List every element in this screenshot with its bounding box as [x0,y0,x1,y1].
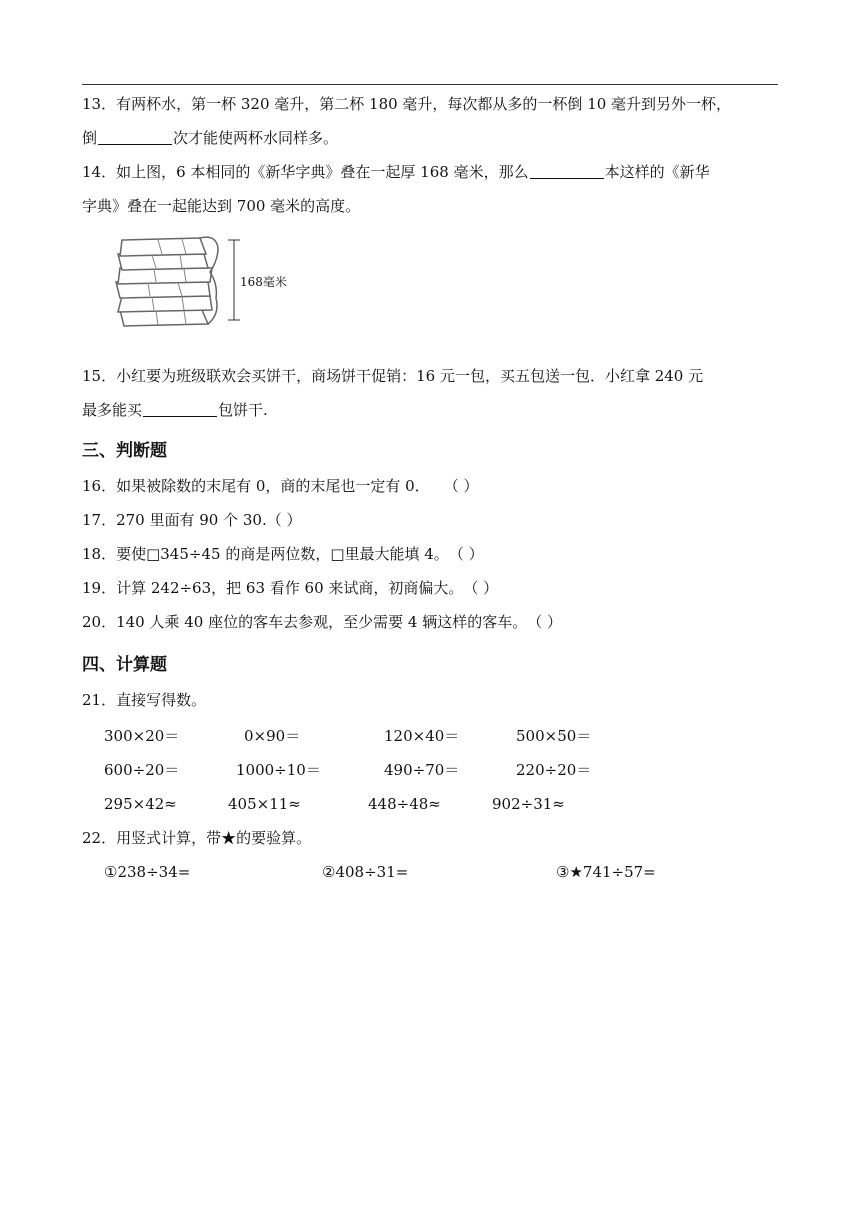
calc-item: 300×20＝ [104,727,180,745]
judge-item [82,510,302,530]
q13-answer-blank[interactable] [98,130,172,145]
q13-line1: 13．有两杯水，第一杯 320 毫升，第二杯 180 毫升，每次都从多的一杯倒 10 毫升到另外一杯， [82,95,732,113]
judge-19-answer[interactable]: （ ） [463,579,499,597]
q15-line2-pre: 最多能买 [82,401,143,419]
stacked-books-figure [112,228,294,328]
q15-line2 [82,400,268,420]
figure-label-168: 168毫米 [240,275,287,289]
judge-18-text: 18．要使□345÷45 的商是两位数，□里最大能填 4。 [82,545,449,563]
q14-line1 [82,162,710,182]
section3-title: 三、判断题 [82,441,167,461]
q22-item-2: ②408÷31= [322,863,409,881]
judge-20-answer[interactable]: （ ） [527,613,562,631]
q22-item-1: ①238÷34= [104,863,191,881]
judge-16-text: 16．如果被除数的末尾有 0，商的末尾也一定有 0． [82,477,430,495]
q14-line2: 字典》叠在一起能达到 700 毫米的高度。 [82,197,361,215]
q13-line2-post: 次才能使两杯水同样多。 [173,129,339,147]
judge-18-answer[interactable]: （ ） [448,545,484,563]
calc-item: 295×42≈ [104,795,177,813]
judge-item [82,612,562,632]
calc-item: 490÷70＝ [384,761,460,779]
section4-title: 四、计算题 [82,655,167,675]
q14-line1-post: 本这样的《新华 [604,163,710,181]
q14-line1-pre: 14．如上图，6 本相同的《新华字典》叠在一起厚 168 毫米，那么 [82,163,529,181]
q13-line2-pre: 倒 [82,129,98,147]
q13-line2 [82,128,338,148]
q22-item-3: ③★741÷57= [556,863,656,881]
calc-item: 405×11≈ [228,795,301,813]
calc-item: 448÷48≈ [368,795,441,813]
q21-title: 21．直接写得数。 [82,691,207,709]
judge-item [82,544,484,564]
calc-item: 120×40＝ [384,727,460,745]
judge-16-answer[interactable]: （ ） [443,477,479,495]
calc-item: 1000÷10＝ [236,761,321,779]
judge-19-text: 19．计算 242÷63，把 63 看作 60 来试商，初商偏大。 [82,579,464,597]
calc-item: 220÷20＝ [516,761,592,779]
judge-20-text: 20．140 人乘 40 座位的客车去参观，至少需要 4 辆这样的客车。 [82,613,528,631]
judge-17-text: 17．270 里面有 90 个 30. [82,511,267,529]
calc-item: 902÷31≈ [492,795,565,813]
judge-item [82,578,498,598]
judge-17-answer[interactable]: （ ） [266,511,302,529]
q15-line2-post: 包饼干. [218,401,268,419]
header-rule [82,84,778,85]
calc-item: 600÷20＝ [104,761,180,779]
q15-line1: 15．小红要为班级联欢会买饼干，商场饼干促销：16 元一包，买五包送一包．小红拿 240 元 [82,367,704,385]
q15-answer-blank[interactable] [143,402,217,417]
judge-item [82,476,479,496]
q22-title: 22．用竖式计算，带★的要验算。 [82,829,312,847]
q14-answer-blank[interactable] [530,164,604,179]
calc-item: 0×90＝ [244,727,301,745]
calc-item: 500×50＝ [516,727,592,745]
